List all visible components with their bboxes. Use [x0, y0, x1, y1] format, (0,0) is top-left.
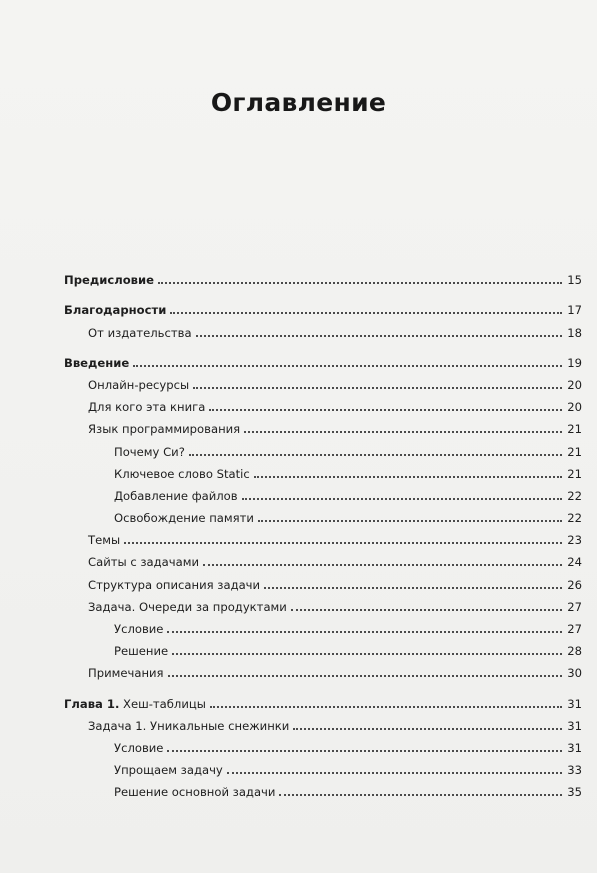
toc-entry-label: Почему Си? [114, 444, 185, 459]
toc-entry-label: Язык программирования [88, 422, 241, 437]
toc-page-number: 22 [567, 511, 582, 526]
toc-chapter-number: Глава 1. [64, 696, 120, 711]
toc-entry[interactable] [64, 777, 582, 799]
dot-leader [264, 586, 562, 589]
dot-leader [279, 793, 562, 796]
toc-entry-label: От издательства [88, 325, 192, 340]
toc-entry[interactable] [64, 295, 582, 317]
toc-entry[interactable] [64, 348, 582, 370]
toc-entry-label: Введение [64, 355, 130, 370]
toc-entry[interactable] [64, 569, 582, 591]
dot-leader [293, 727, 562, 730]
dot-leader [227, 771, 562, 774]
dot-leader [242, 497, 562, 500]
toc-entry[interactable] [64, 525, 582, 547]
toc-page-number: 22 [567, 488, 582, 503]
toc-entry-label: Темы [88, 533, 121, 548]
dot-leader [170, 311, 562, 314]
toc-page-number: 35 [567, 785, 582, 800]
toc-page-number: 17 [567, 303, 582, 318]
toc-page-number: 27 [567, 622, 582, 636]
toc-entry[interactable] [64, 547, 582, 569]
toc-entry[interactable] [64, 370, 582, 392]
toc-entry-label: Ключевое слово Static [114, 466, 250, 481]
table-of-contents [64, 265, 582, 799]
toc-page-number: 20 [567, 400, 582, 415]
toc-entry[interactable] [64, 636, 582, 658]
toc-page-number: 26 [567, 577, 582, 592]
dot-leader [158, 281, 562, 284]
toc-chapter-title: Хеш-таблицы [119, 696, 206, 711]
dot-leader [168, 674, 562, 677]
toc-entry-label: Сайты с задачами [88, 555, 200, 570]
toc-entry-label: Решение [114, 644, 169, 659]
toc-entry-label: Онлайн-ресурсы [88, 377, 190, 392]
toc-entry-label: Упрощаем задачу [114, 763, 223, 778]
toc-entry-label: Благодарности [64, 303, 167, 318]
toc-entry-label [64, 697, 208, 711]
toc-page-number: 21 [567, 466, 582, 481]
page-title: Оглавление [210, 88, 387, 117]
toc-entry-label: Предисловие [64, 273, 155, 288]
toc-entry-label: Примечания [88, 666, 164, 681]
toc-entry-label: Освобождение памяти [114, 511, 254, 526]
toc-page-number: 21 [567, 444, 582, 459]
toc-page-number: 15 [567, 273, 582, 288]
dot-leader [189, 453, 562, 456]
toc-entry-label: Для кого эта книга [88, 400, 206, 415]
toc-entry-label: Условие [114, 740, 164, 755]
toc-page-number: 27 [567, 599, 582, 614]
toc-entry[interactable] [64, 614, 582, 636]
toc-entry-label: Структура описания задачи [88, 577, 261, 592]
toc-entry[interactable] [64, 658, 582, 680]
dot-leader [124, 541, 562, 544]
dot-leader [172, 652, 562, 655]
toc-entry[interactable] [64, 592, 582, 614]
toc-entry[interactable] [64, 317, 582, 339]
dot-leader [167, 749, 562, 752]
toc-page-number: 21 [567, 422, 582, 437]
dot-leader [193, 386, 562, 389]
toc-page-number: 28 [567, 644, 582, 659]
toc-entry[interactable] [64, 688, 582, 710]
toc-entry[interactable] [64, 414, 582, 436]
dot-leader [210, 705, 562, 708]
toc-page-number: 24 [567, 555, 582, 570]
toc-page-number: 31 [567, 718, 582, 733]
toc-entry[interactable] [64, 459, 582, 481]
toc-page-number: 33 [567, 763, 582, 778]
toc-entry-label: Задача 1. Уникальные снежинки [88, 718, 290, 733]
toc-entry[interactable] [64, 265, 582, 287]
toc-entry-label: Условие [114, 622, 164, 636]
toc-page-number: 18 [567, 325, 582, 340]
toc-page-number: 31 [567, 696, 582, 711]
toc-entry[interactable] [64, 392, 582, 414]
dot-leader [244, 430, 562, 433]
toc-page-number: 31 [567, 740, 582, 755]
toc-entry[interactable] [64, 711, 582, 733]
toc-page-number: 19 [567, 355, 582, 370]
dot-leader [203, 563, 562, 566]
toc-page-number: 20 [567, 377, 582, 392]
toc-entry[interactable] [64, 755, 582, 777]
dot-leader [167, 630, 562, 633]
dot-leader [258, 519, 562, 522]
dot-leader [254, 475, 562, 478]
toc-entry[interactable] [64, 436, 582, 458]
dot-leader [133, 364, 562, 367]
toc-entry-label: Решение основной задачи [114, 785, 276, 800]
toc-page-number: 30 [567, 666, 582, 681]
dot-leader [196, 334, 562, 337]
dot-leader [209, 408, 562, 411]
dot-leader [291, 608, 562, 611]
toc-page-number: 23 [567, 533, 582, 548]
toc-entry[interactable] [64, 503, 582, 525]
toc-entry[interactable] [64, 481, 582, 503]
toc-entry[interactable] [64, 733, 582, 755]
toc-entry-label: Задача. Очереди за продуктами [88, 599, 287, 614]
toc-entry-label: Добавление файлов [114, 488, 238, 503]
